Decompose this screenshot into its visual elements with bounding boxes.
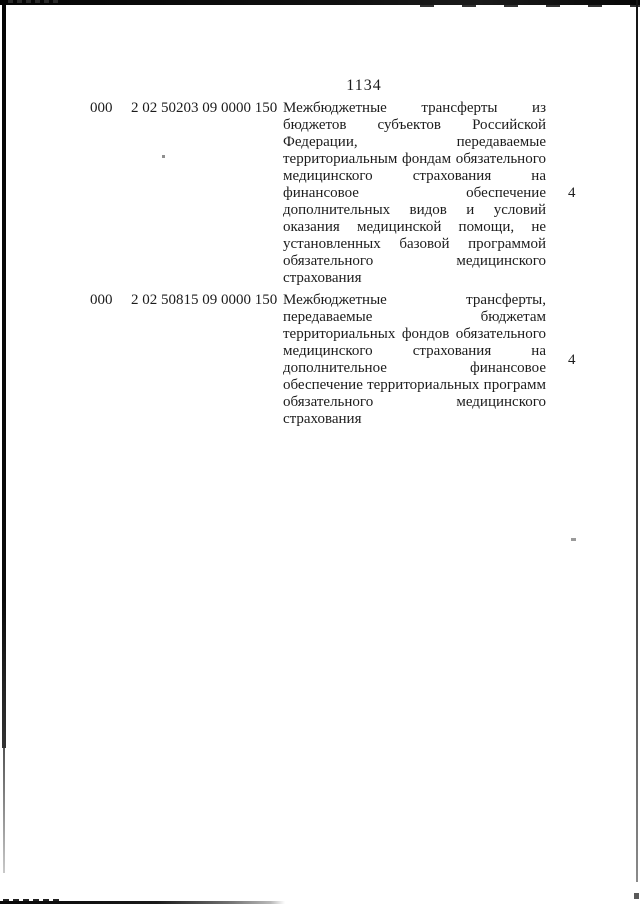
value-cell <box>568 100 582 287</box>
scan-edge-bottom <box>0 901 285 904</box>
admin-code-cell: 000 <box>90 100 113 116</box>
budget-code-table <box>0 100 640 433</box>
admin-code-cell: 000 <box>90 292 113 308</box>
value-text: 4 <box>568 351 576 368</box>
scan-corner-mark <box>634 893 639 899</box>
scan-edge-bottom-dashes <box>3 899 63 901</box>
scan-edge-top-dashes <box>8 0 60 3</box>
budget-code-cell: 2 02 50815 09 0000 150 <box>131 292 278 308</box>
value-text: 4 <box>568 185 576 201</box>
budget-code-cell: 2 02 50203 09 0000 150 <box>131 100 278 116</box>
value-cell <box>568 292 582 428</box>
description-cell: Межбюджетные трансферты из бюджетов субъектов Российской Федерации, передаваемые территориальным фондам обязательного медицинского страхования на финансовое обеспечение дополнительных видов и условий оказания медицинской помощи, не установленных базовой программой обязательного медицинского страхования <box>283 100 546 286</box>
description-cell: Межбюджетные трансферты, передаваемые бюджетам территориальных фондов обязательного медицинского страхования на дополнительное финансовое обеспечение территориальных программ обязательного медицинского страхования <box>283 292 546 427</box>
page-number: 1134 <box>346 77 382 94</box>
table-row <box>0 100 640 287</box>
scan-speck <box>571 538 576 541</box>
table-row <box>0 292 640 428</box>
scan-edge-top-marks <box>420 5 640 7</box>
scan-edge-left-fade <box>3 748 5 873</box>
